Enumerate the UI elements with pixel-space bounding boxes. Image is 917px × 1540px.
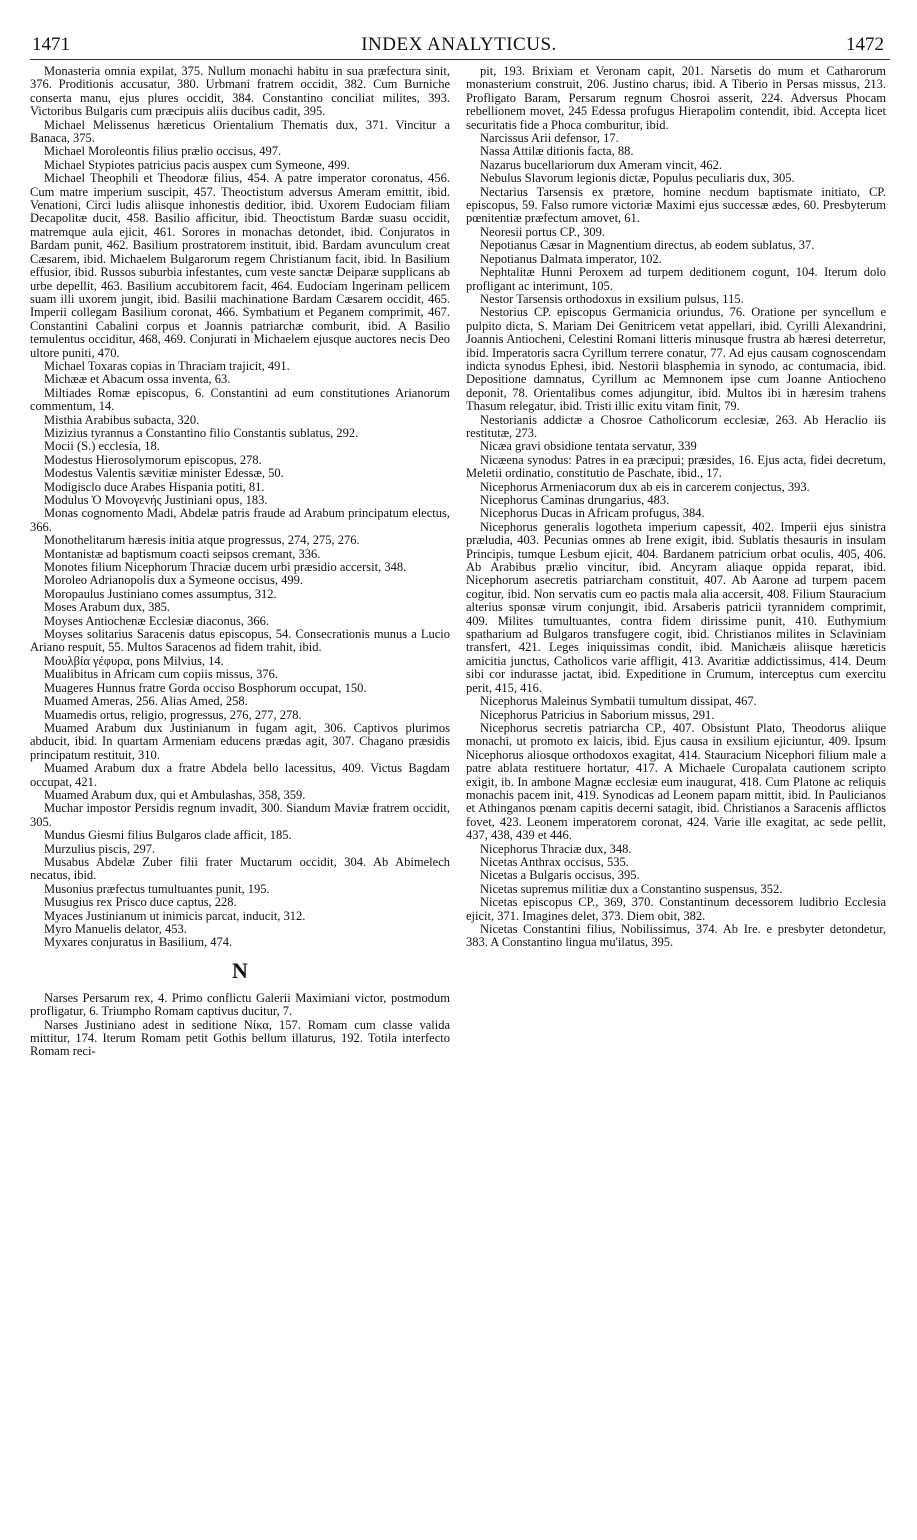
index-entry: Miltiades Romæ episcopus, 6. Constantini ad eum constitutiones Arianorum commentum, 14. [30,385,450,414]
index-entry: Musugius rex Prisco duce captus, 228. [44,895,237,910]
index-entry: Nicephorus secretis patriarcha CP., 407. Obsistunt Plato, Theodorus aliique monachi, ut promoto ex laicis, ibid. Ejus causa in exsilium ejiciuntur, 409. Ipsum Nicephorus aliosque orthodoxos exagitat, 414. Stauracium Nicephori filium male a patre ablata restituere hortatur, 417. A Michaele Curopalata cautionem scripto exigit, ib. In ambone Magnæ ecclesiæ eum inaugurat, 418. Cum Platone ac reliquis monachis pacem init, 419. Synodicas ad Leonem papam mittit, ibid. In Paulicianos et Athinganos pœnam capitis decerni satagit, ibid. Christianos a Saracenis afflictos fovet, 423. Leonem imperatorem coronat, 424. Varie ille exagitat, ac sede pellit, 437, 438, 439 et 446. [466,720,886,843]
index-entry: Nicæa gravi obsidione tentata servatur, 339 [480,439,697,454]
right-entry-list [466,65,886,950]
section-letter-n: N [232,957,248,983]
index-entry: Mocii (S.) ecclesia, 18. [44,439,160,454]
index-entry: Moses Arabum dux, 385. [44,600,171,615]
index-entry: Monas cognomento Madi, Abdelæ patris fraude ad Arabum principatum electus, 366. [30,506,450,534]
index-entry: Modestus Hierosolymorum episcopus, 278. [44,452,262,467]
index-entry: Monotes filium Nicephorum Thraciæ ducem urbi præsidio accersit, 348. [44,560,407,575]
index-entry: Mizizius tyrannus a Constantino filio Constantis sublatus, 292. [44,425,359,440]
index-entry: Nestor Tarsensis orthodoxus in exsilium pulsus, 115. [480,291,744,306]
index-entry: Nicephorus Maleinus Symbatii tumultum dissipat, 467. [480,694,757,709]
index-entry: Montanistæ ad baptismum coacti seipsos cremant, 336. [44,546,321,561]
index-entry: Neoresii portus CP., 309. [480,224,605,239]
index-entry: Muchar impostor Persidis regnum invadit, 300. Siandum Maviæ fratrem occidit, 305. [30,801,450,829]
index-entry: Muamedis ortus, religio, progressus, 276, 277, 278. [44,707,302,722]
index-entry: Muamed Arabum dux Justinianum in fugam agit, 306. Captivos plurimos abducit, ibid. In quartam Armeniam educens prædas agit, 307. Chagano præsidis principatum restituit, 310. [30,720,450,762]
index-entry: Misthia Arabibus subacta, 320. [44,412,200,427]
index-entry: Michael Stypiotes patricius pacis auspex cum Symeone, 499. [44,157,350,172]
index-entry: Michael Melissenus hæreticus Orientalium Thematis dux, 371. Vincitur a Banaca, 375. [30,117,450,146]
index-entry: Nicetas Constantini filius, Nobilissimus, 374. Ab Ire. e presbyter detondetur, 383. A Constantino lingua mu'ilatus, 395. [466,922,886,950]
right-column [466,65,886,1475]
index-entry: Michael Moroleontis filius prælio occisus, 497. [44,144,282,159]
index-entry: Nicephorus Patricius in Saborium missus, 291. [480,707,715,722]
index-entry: Monasteria omnia expilat, 375. Nullum monachi habitu in sua præfectura sinit, 376. Proditionis accusatur, 380. Urbmani fratrem occidit, 382. Cum Burniche conserta manu, ejus plures occidit, 384. Constantino conciliat milites, 393. Victoribus Bulgaris cum præcipuis aliis ducibus cadit, 395. [30,65,450,119]
index-entry: Narses Justiniano adest in seditione Νίκα, 157. Romam cum classe valida mittitur, 174. Iterum Romam petit Gothis bellum illaturus, 192. Totila interfecto Romam reci- [30,1017,450,1059]
left-entry-list [30,65,450,950]
index-entry: Monothelitarum hæresis initia atque progressus, 274, 275, 276. [44,533,360,548]
index-entry: Nazarus bucellariorum dux Ameram vincit, 462. [480,157,722,172]
page-header [26,34,892,60]
index-entry: Musabus Abdelæ Zuber filii frater Muctarum occidit, 304. Ab Abimelech necatus, ibid. [30,854,450,883]
index-entry: Nepotianus Dalmata imperator, 102. [480,251,662,266]
index-entry: pit, 193. Brixiam et Veronam capit, 201. Narsetis do mum et Catharorum monasterium construit, 206. Justino charus, ibid. A Tiberio in Persas missus, 213. Profligato Baram, Persarum regnum Chosroi asserit, 224. Adversus Phocam rebellionem movet, 245 Edessa profugus Hierapolim contendit, ibid. Accepta licet securitatis fide a Phoca comburitur, ibid. [466,65,886,132]
index-entry: Nestorius CP. episcopus Germanicia oriundus, 76. Oratione per syncellum e pulpito dicta, S. Mariam Dei Genitricem vetat appellari, ibid. Cyrilli Alexandrini, Joannis Antiocheni, Celestini Romani litteris minusque frustra ab hæresi deterretur, ibid. Imperatoris sacra Cyrillum terrere conatur, 77. Ad ejus causam cognoscendam indicta synodus Ephesi, ibid. Nestorii blasphemia in synodo, ac contumacia, ibid. Depositione damnatus, Cyrillum ac Memnonem ipse cum Joanne Antiocheno deponit, 78. Orientalibus comes adjungitur, ibid. Multos ibi in hæresim trahens Thasum relegatur, ibid. Tristi illic exitu vitam finit, 79. [466,305,886,414]
index-entry: Musonius præfectus tumultuantes punit, 195. [44,881,270,896]
index-entry: Nassa Attilæ ditionis facta, 88. [480,144,634,159]
index-entry: Moyses solitarius Saracenis datus episcopus, 54. Consecrationis munus a Lucio Ariano respuit, 55. Multos Saracenos ad fidem trahit, ibid. [30,627,450,655]
index-entry: Muageres Hunnus fratre Gorda occiso Bosphorum occupat, 150. [44,680,367,695]
index-entry: Nicetas a Bulgaris occisus, 395. [480,868,640,883]
right-page-number: 1472 [846,34,884,55]
index-entry: Moroleo Adrianopolis dux a Symeone occisus, 499. [44,573,303,588]
index-entry: Muamed Ameras, 256. Alias Amed, 258. [44,694,248,709]
index-entry: Muamed Arabum dux a fratre Abdela bello lacessitus, 409. Victus Bagdam occupat, 421. [30,761,450,789]
left-page-number: 1471 [32,34,70,55]
index-entry: Modulus Ὁ Μονογενής Justiniani opus, 183. [44,493,268,507]
index-entry: Myaces Justinianum ut inimicis parcat, inducit, 312. [44,908,306,923]
index-entry: Nicæena synodus: Patres in ea præcipui; præsides, 16. Ejus acta, fidei decretum, Meletii ordinatio, constitutio de Paschate, ibid., 17. [466,452,886,481]
index-entry: Mualibitus in Africam cum copiis missus, 376. [44,667,279,682]
index-entry: Nicephorus Armeniacorum dux ab eis in carcerem conjectus, 393. [480,479,810,494]
page-title: INDEX ANALYTICUS. [361,34,557,55]
index-entry: Murzulius piscis, 297. [44,841,156,856]
index-entry: Nicetas supremus militiæ dux a Constantino suspensus, 352. [480,881,783,896]
header-rule [30,59,890,60]
index-entry: Moyses Antiochenæ Ecclesiæ diaconus, 366. [44,613,269,628]
index-entry: Michææ et Abacum ossa inventa, 63. [44,372,231,387]
index-entry: Modigisclo duce Arabes Hispania potiti, 81. [44,479,265,494]
index-entry: Muamed Arabum dux, qui et Ambulashas, 358, 359. [44,787,306,802]
index-entry: Michael Theophili et Theodoræ filius, 454. A patre imperator coronatus, 456. Cum matre imperium suscipit, 457. Theoctistum adversus Ameram emittit, ibid. Venationi, Circi ludis aliisque inhonestis deditior, ibid. Uxorem Eudociam filiam Decapolitæ ducit, 458. Basilio afficitur, ibid. Theoctistum Bardæ suasu occidit, matremque aula ejicit, 461. Sorores in monachas detondet, ibid. Conjuratos in Bardam punit, 462. Basilium prostratorem instituit, ibid. Bardam avunculum creat Cæsarem, ibid. Michaelem Bulgarorum regem Christianum facit, ibid. In Basilium effusior, ibid. Russos suburbia infestantes, cum veste sanctæ Deiparæ supplicans ab urbe depellit, 463. Basilium accubitorem facit, 464. Eudociam Ingerinam pellicem suam illi uxorem jungit, ibid. Basilii machinatione Bardam Cæsarem occidit, 465. Imperii collegam Basilium coronat, 466. Symbatium et Peganem comprimit, 467. Constantini Cabalini corpus et Joannis patriarchæ comburit, ibid. A Basilio temulentus occiditur, 468, 469. Conjurati in Michaelem ejusque auctores necis Deo ultore puniti, 470. [30,171,450,360]
index-entry: Michael Toxaras copias in Thraciam trajicit, 491. [44,358,290,373]
index-entry: Nicephorus Ducas in Africam profugus, 384. [480,506,705,521]
index-entry: Narses Persarum rex, 4. Primo conflictu Galerii Maximiani victor, postmodum profligatur, 6. Triumpho Romam captivus ducitur, 7. [30,990,450,1019]
index-entry: Nebulus Slavorum legionis dictæ, Populus peculiaris dux, 305. [480,171,795,186]
index-entry: Nicetas Anthrax occisus, 535. [480,854,629,869]
index-entry: Nepotianus Cæsar in Magnentium directus, ab eodem sublatus, 37. [480,238,815,253]
index-entry: Nestorianis addictæ a Chosroe Catholicorum ecclesiæ, 263. Ab Heraclio iis restitutæ, 273. [466,412,886,440]
index-entry: Myro Manuelis delator, 453. [44,922,187,936]
index-entry: Moropaulus Justiniano comes assumptus, 312. [44,586,277,601]
index-entry: Myxares conjuratus in Basilium, 474. [44,935,233,950]
index-entry: Nicephorus Thraciæ dux, 348. [480,841,632,856]
left-column [30,65,450,1475]
index-entry: Nephtalitæ Hunni Peroxem ad turpem deditionem cogunt, 104. Iterum dolo profligant ac interimunt, 105. [466,265,886,293]
index-entry: Mundus Giesmi filius Bulgaros clade afficit, 185. [44,828,292,843]
index-entry: Nicephorus generalis logotheta imperium capessit, 402. Imperii ejus sinistra præludia, 403. Pecunias omnes ab Irene exigit, ibid. Sublatis thesauris in insulam Principis, tumque Lesbum ejicit, 404. Bardanem patricium orbat oculis, 405, 406. Ab Arabibus prælio vincitur, ibid. Ancyram aliaque oppida reparat, ibid. Nicephorum asecretis patriarcham constituit, 407. Ab Aarone ad turpem pacem cogitur, ibid. Non servatis cum eo pactis mala alia accersit, 408. Filium Stauracium alterius sponsæ virum conjungit, ibid. Arsaberis patricii tyrannidem comprimit, 409. Milites tumultuantes, contra fidem dirissime punit, 410. Euthymium spatharium ad Bulgaros transfugere cogit, ibid. Christianos milites in Sclaviniam transfert, 421. Leges iniquissimas condit, ibid. Manichæis aliisque hæreticis amicitia junctus, Catholicos varie affligit, 413. Avaritiæ addictissimus, 414. Deum sibi cor indurasse jactat, ibid. Expeditione in Crumum, interceptus cum exercitu perit, 415, 416. [466,519,886,695]
index-entry: Μουλβία γέφυρα, pons Milvius, 14. [44,653,224,668]
n-entry-list [30,992,450,1059]
index-entry: Modestus Valentis sævitiæ minister Edessæ, 50. [44,466,284,481]
index-entry: Nectarius Tarsensis ex prætore, homine necdum baptismate initiato, CP. episcopus, 59. Falso rumore victoriæ Maximi ejus successæ ædes, 60. Presbyterum pœnitentiæ præfectum amovet, 61. [466,184,886,226]
index-entry: Narcissus Arii defensor, 17. [480,131,619,146]
index-entry: Nicetas episcopus CP., 369, 370. Constantinum decessorem ludibrio Ecclesia ejicit, 371. Imagines delet, 373. Diem obit, 382. [466,895,886,923]
index-entry: Nicephorus Caminas drungarius, 483. [480,493,670,507]
